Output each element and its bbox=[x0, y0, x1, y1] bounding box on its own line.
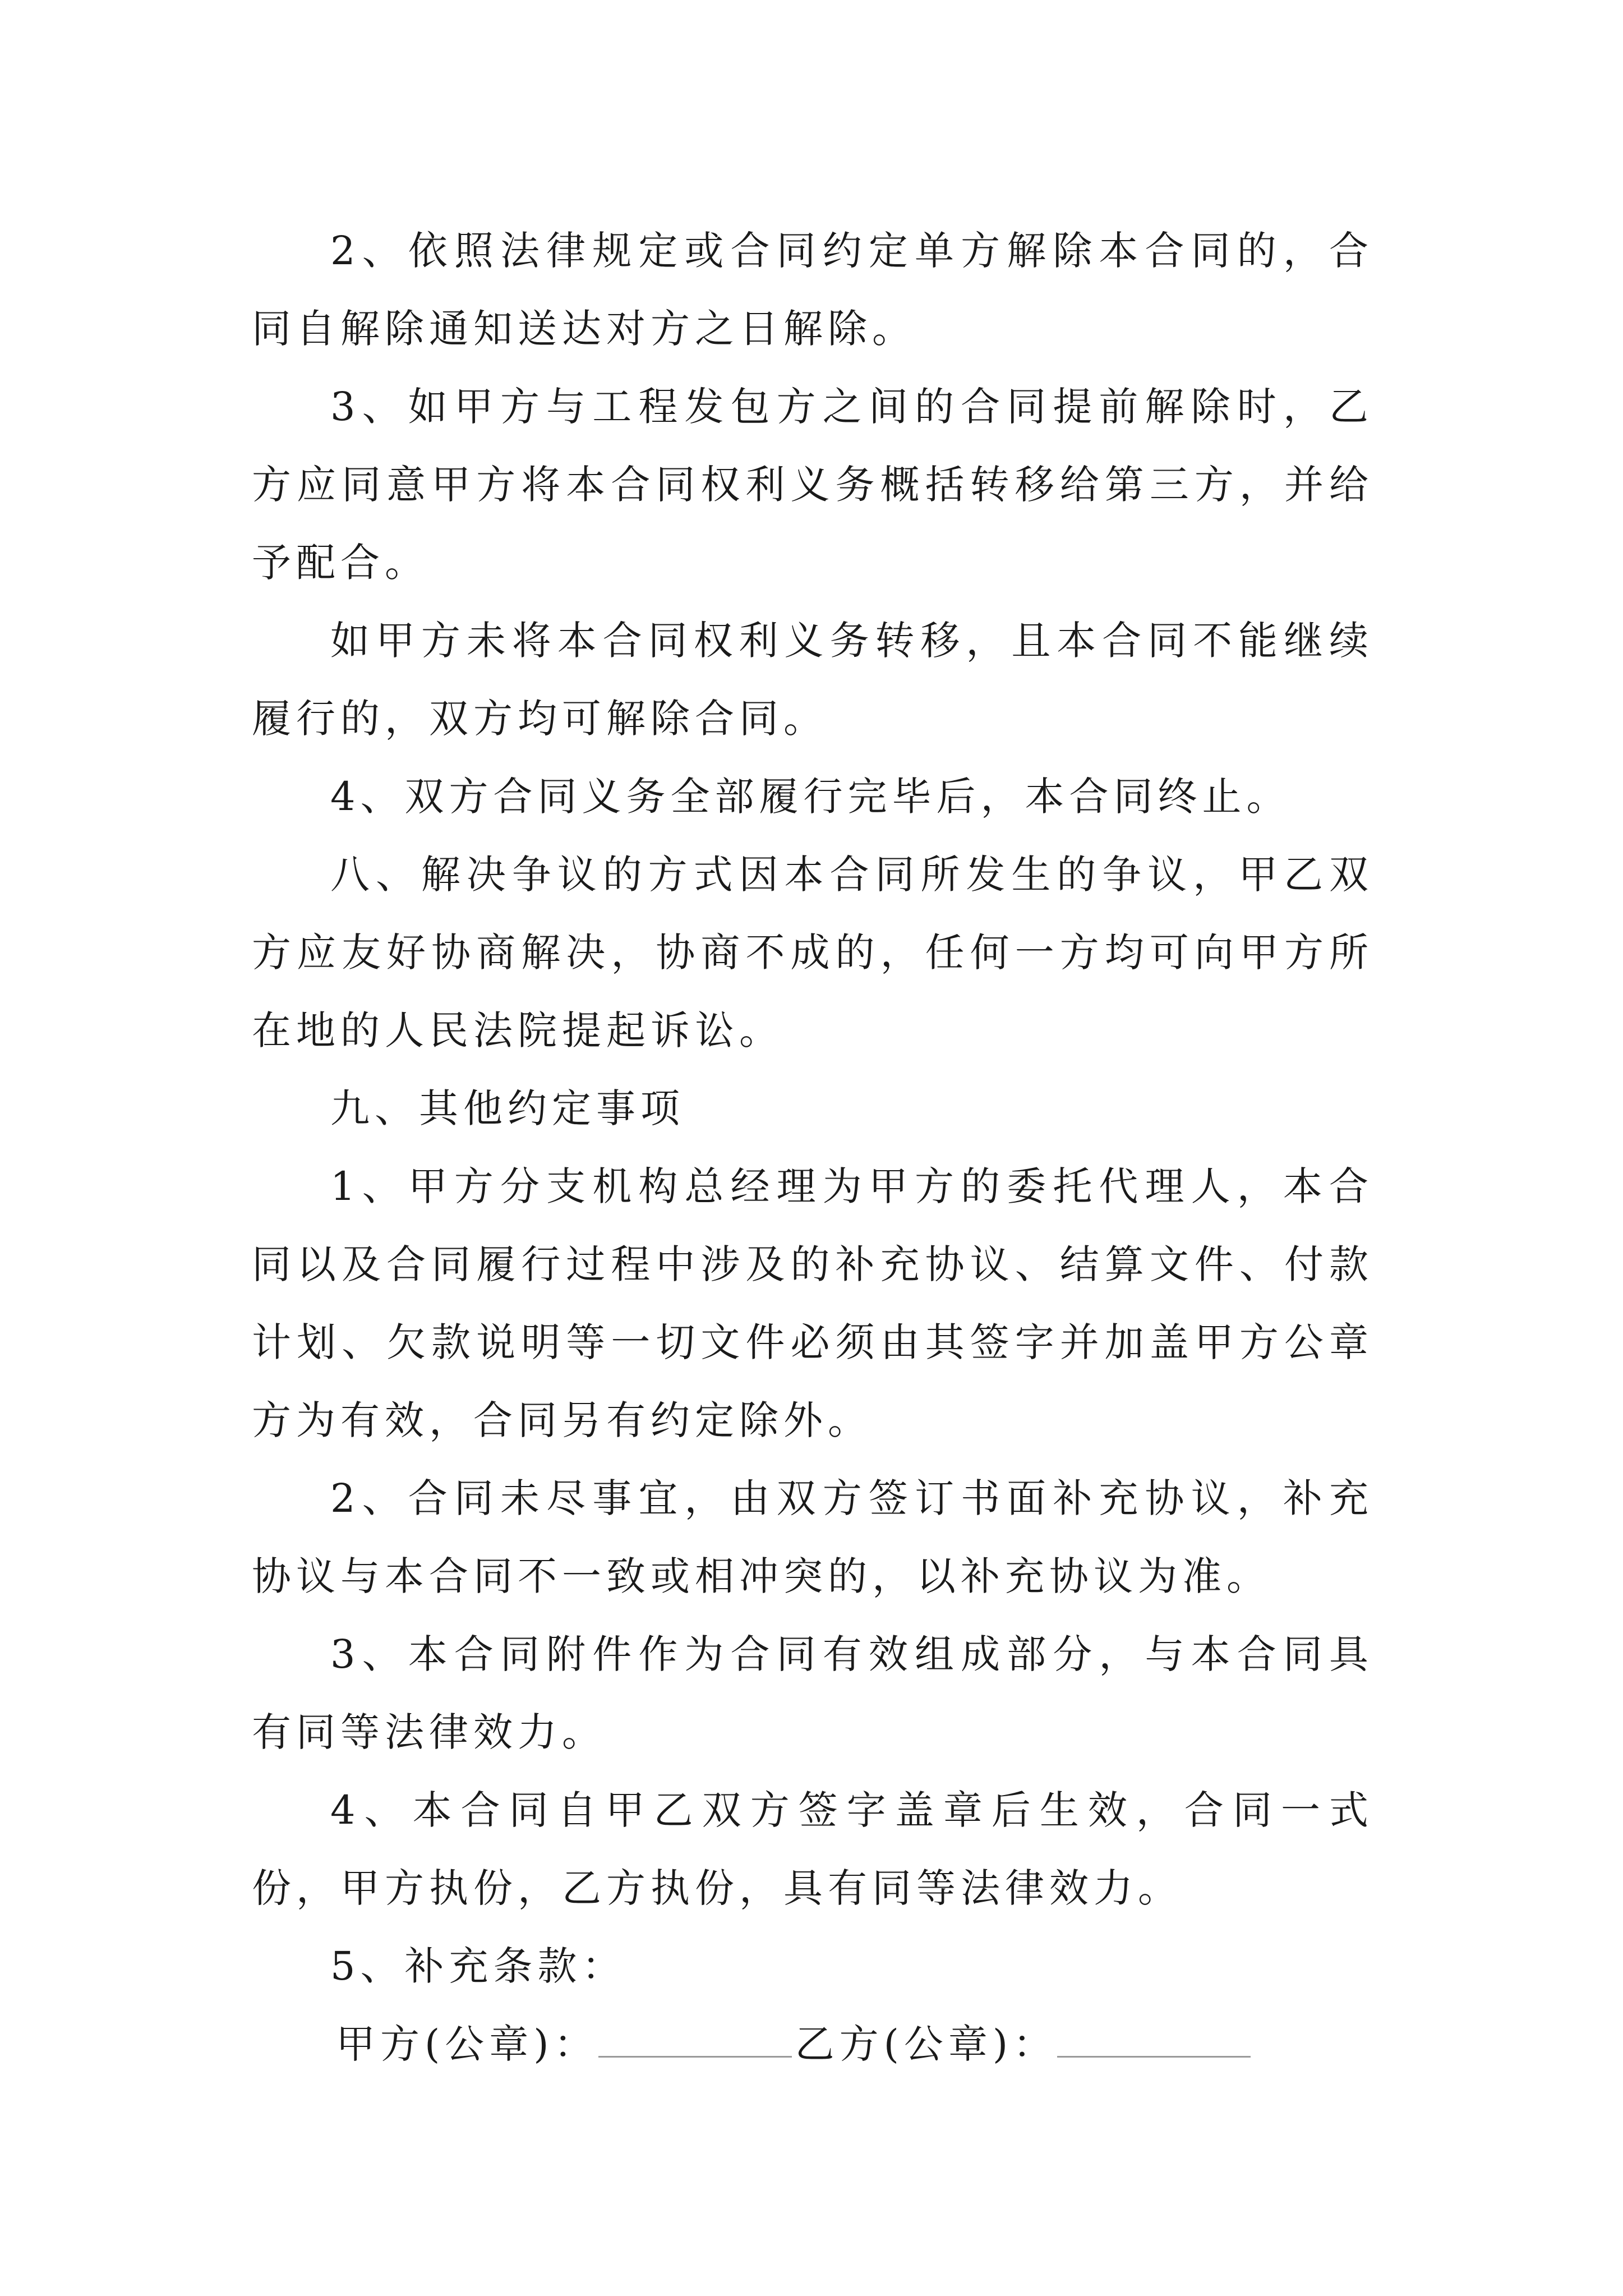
section-9-clause-3: 3、本合同附件作为合同有效组成部分，与本合同具有同等法律效力。 bbox=[252, 1631, 1373, 1755]
party-b-signature-line bbox=[1057, 2017, 1251, 2058]
contract-body bbox=[252, 212, 1373, 2083]
clause-3-transfer: 3、如甲方与工程发包方之间的合同提前解除时，乙方应同意甲方将本合同权利义务概括转移给第三方，并给予配合。 bbox=[252, 384, 1373, 586]
clause-2-termination: 2、依照法律规定或合同约定单方解除本合同的，合同自解除通知送达对方之日解除。 bbox=[252, 228, 1373, 352]
signature-row bbox=[252, 2005, 1373, 2083]
section-9-clause-5: 5、补充条款： bbox=[330, 1943, 626, 1989]
party-b-seal-label: 乙方(公章)： bbox=[795, 2021, 1058, 2067]
section-8-dispute: 八、解决争议的方式因本合同所发生的争议，甲乙双方应友好协商解决，协商不成的，任何一方均可向甲方所在地的人民法院提起诉讼。 bbox=[252, 852, 1373, 1053]
party-a-signature-line bbox=[598, 2017, 792, 2058]
clause-3-note: 如甲方未将本合同权利义务转移，且本合同不能继续履行的，双方均可解除合同。 bbox=[252, 618, 1373, 742]
section-9-clause-2: 2、合同未尽事宜，由双方签订书面补充协议，补充协议与本合同不一致或相冲突的，以补充协议为准。 bbox=[252, 1475, 1373, 1599]
section-9-clause-4: 4、本合同自甲乙双方签字盖章后生效，合同一式份，甲方执份，乙方执份，具有同等法律效力。 bbox=[252, 1787, 1373, 1911]
section-9-clause-1: 1、甲方分支机构总经理为甲方的委托代理人，本合同以及合同履行过程中涉及的补充协议、结算文件、付款计划、欠款说明等一切文件必须由其签字并加盖甲方公章方为有效，合同另有约定除外。 bbox=[252, 1163, 1373, 1443]
clause-4-completion: 4、双方合同义务全部履行完毕后，本合同终止。 bbox=[330, 774, 1291, 820]
party-a-seal-label: 甲方(公章)： bbox=[336, 2021, 598, 2067]
section-9-heading: 九、其他约定事项 bbox=[330, 1085, 685, 1131]
